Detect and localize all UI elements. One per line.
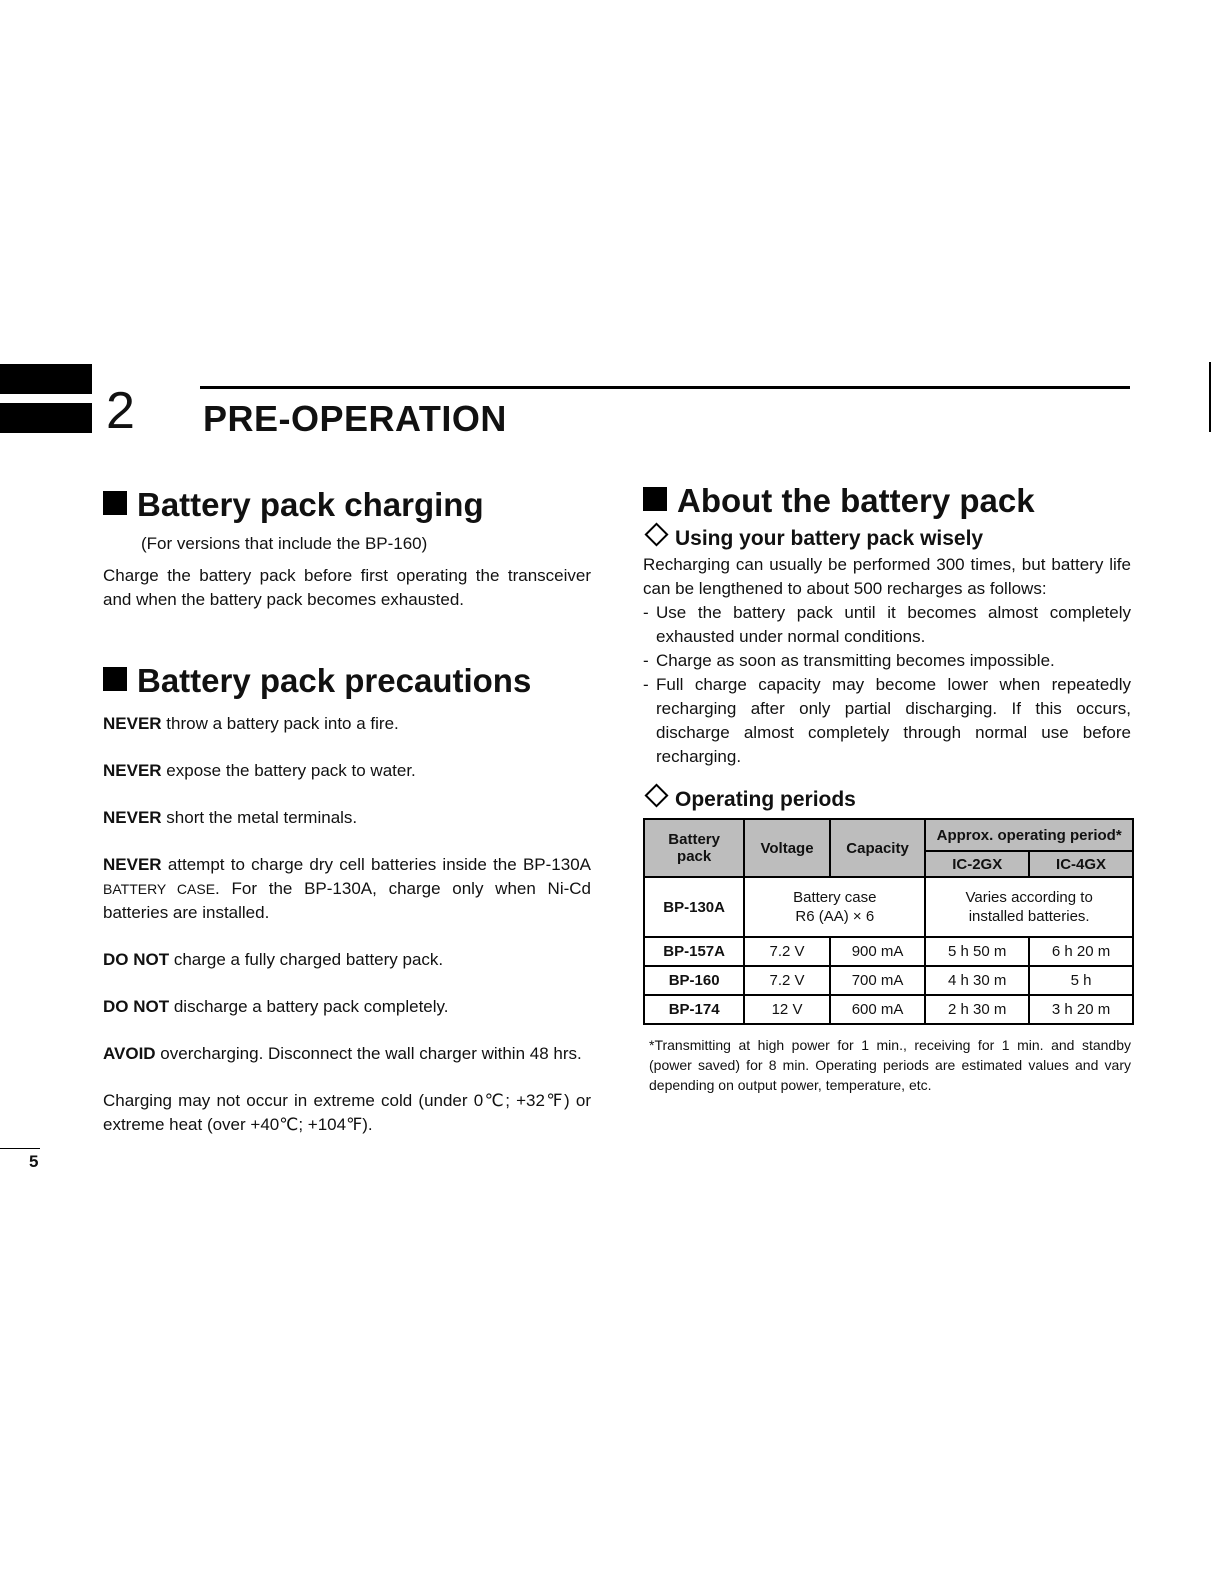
precaution-item: NEVER short the metal terminals. bbox=[103, 808, 358, 827]
precaution-item: AVOID overcharging. Disconnect the wall charger within 48 hrs. bbox=[103, 1044, 582, 1063]
list-item: - Full charge capacity may become lower when repeatedly recharging after only partial discharging. If this occurs, discharge almost completely through normal use before recharging. bbox=[643, 673, 1131, 769]
precaution-item: DO NOT charge a fully charged battery pack. bbox=[103, 950, 444, 969]
header-approx-period: Approx. operating period* bbox=[925, 819, 1133, 851]
page-number: 5 bbox=[29, 1152, 39, 1171]
table-footnote: *Transmitting at high power for 1 min., receiving for 1 min. and standby (power saved) for 8 min. Operating periods are estimated values and vary depending on output power, temperature, etc. bbox=[649, 1037, 1131, 1093]
table-row bbox=[644, 995, 1133, 1024]
table-row bbox=[644, 966, 1133, 995]
cell-voltage: 7.2 V bbox=[744, 937, 830, 966]
square-bullet-icon bbox=[103, 667, 127, 691]
battery-charging-heading: Battery pack charging bbox=[103, 486, 591, 524]
left-column bbox=[103, 486, 591, 1137]
operating-periods-table bbox=[643, 818, 1134, 1025]
wisely-list bbox=[643, 601, 1131, 769]
cell-capacity: 700 mA bbox=[830, 966, 926, 995]
cell-capacity: 900 mA bbox=[830, 937, 926, 966]
cell-pack: BP-130A bbox=[644, 877, 744, 937]
list-item: - Charge as soon as transmitting becomes impossible. bbox=[643, 649, 1131, 673]
table-row bbox=[644, 877, 1133, 937]
list-item: - Use the battery pack until it becomes almost completely exhausted under normal conditions. bbox=[643, 601, 1131, 649]
cell-ic-4gx: 6 h 20 m bbox=[1029, 937, 1133, 966]
temperature-note: Charging may not occur in extreme cold (under 0℃; +32℉) or extreme heat (over +40℃; +104℉). bbox=[103, 1091, 591, 1134]
header-ic-2gx: IC-2GX bbox=[925, 851, 1029, 877]
right-edge-mark bbox=[1209, 362, 1211, 432]
header-battery-pack: Battery pack bbox=[644, 819, 744, 877]
header-ic-4gx: IC-4GX bbox=[1029, 851, 1133, 877]
diamond-bullet-icon bbox=[644, 783, 668, 807]
cell-pack: BP-160 bbox=[644, 966, 744, 995]
table-row bbox=[644, 937, 1133, 966]
cell-voltage: 12 V bbox=[744, 995, 830, 1024]
cell-voltage: 7.2 V bbox=[744, 966, 830, 995]
right-column bbox=[643, 482, 1131, 1095]
chapter-title: PRE-OPERATION bbox=[203, 398, 507, 439]
operating-periods-heading: Operating periods bbox=[643, 787, 1131, 812]
cell-pack: BP-174 bbox=[644, 995, 744, 1024]
header-voltage: Voltage bbox=[744, 819, 830, 877]
precaution-item: NEVER throw a battery pack into a fire. bbox=[103, 714, 399, 733]
chapter-rule bbox=[200, 386, 1130, 389]
square-bullet-icon bbox=[643, 487, 667, 511]
precaution-item: NEVER expose the battery pack to water. bbox=[103, 761, 416, 780]
header-capacity: Capacity bbox=[830, 819, 926, 877]
cell-varies: Varies according to installed batteries. bbox=[925, 877, 1133, 937]
diamond-bullet-icon bbox=[644, 522, 668, 546]
square-bullet-icon bbox=[103, 491, 127, 515]
cell-pack: BP-157A bbox=[644, 937, 744, 966]
charging-version-note: (For versions that include the BP-160) bbox=[141, 534, 428, 553]
about-battery-heading: About the battery pack bbox=[643, 482, 1131, 520]
cell-battery-case: Battery case R6 (AA) × 6 bbox=[744, 877, 925, 937]
cell-ic-2gx: 4 h 30 m bbox=[925, 966, 1029, 995]
precaution-item: DO NOT discharge a battery pack completely. bbox=[103, 997, 449, 1016]
cell-ic-2gx: 5 h 50 m bbox=[925, 937, 1029, 966]
cell-ic-4gx: 5 h bbox=[1029, 966, 1133, 995]
wisely-intro: Recharging can usually be performed 300 times, but battery life can be lengthened to about 500 recharges as follows: bbox=[643, 555, 1131, 598]
cell-ic-4gx: 3 h 20 m bbox=[1029, 995, 1133, 1024]
precaution-item: NEVER attempt to charge dry cell batteries inside the BP-130A BATTERY CASE. For the BP-130A, charge only when Ni-Cd batteries are installed. bbox=[103, 855, 591, 922]
using-wisely-heading: Using your battery pack wisely bbox=[643, 526, 1131, 551]
chapter-tab-bar-top bbox=[0, 364, 92, 394]
page-number-rule bbox=[0, 1148, 40, 1149]
cell-ic-2gx: 2 h 30 m bbox=[925, 995, 1029, 1024]
cell-capacity: 600 mA bbox=[830, 995, 926, 1024]
chapter-number: 2 bbox=[106, 382, 135, 440]
battery-precautions-heading: Battery pack precautions bbox=[103, 662, 591, 700]
charging-body: Charge the battery pack before first operating the transceiver and when the battery pack becomes exhausted. bbox=[103, 566, 591, 609]
chapter-tab-bar-bottom bbox=[0, 403, 92, 433]
